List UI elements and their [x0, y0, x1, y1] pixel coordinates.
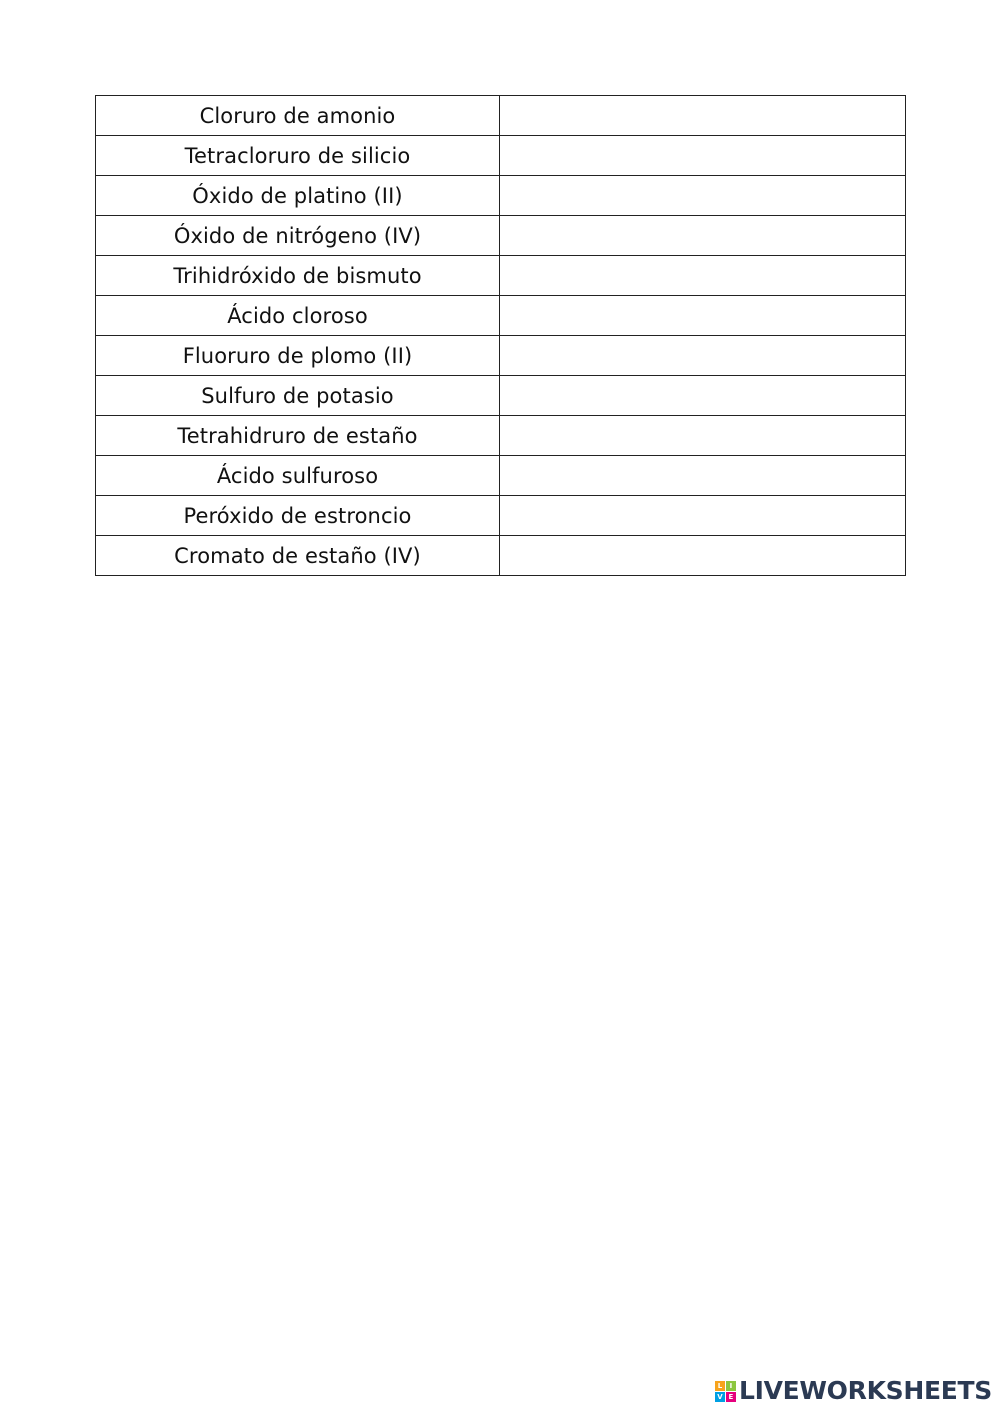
answer-cell[interactable]	[500, 296, 906, 336]
answer-cell[interactable]	[500, 256, 906, 296]
formula-answer-field[interactable]	[500, 536, 905, 575]
formula-answer-field[interactable]	[500, 416, 905, 455]
answer-cell[interactable]	[500, 216, 906, 256]
logo-letter-v: V	[715, 1392, 725, 1402]
liveworksheets-logo-icon	[715, 1381, 736, 1402]
compound-name: Cromato de estaño (IV)	[96, 536, 500, 576]
table-row	[96, 216, 906, 256]
table-row	[96, 176, 906, 216]
compound-table	[95, 95, 906, 576]
formula-answer-field[interactable]	[500, 376, 905, 415]
formula-answer-field[interactable]	[500, 296, 905, 335]
table-row	[96, 256, 906, 296]
compound-name: Tetrahidruro de estaño	[96, 416, 500, 456]
table-row	[96, 376, 906, 416]
table-row	[96, 456, 906, 496]
formula-answer-field[interactable]	[500, 136, 905, 175]
table-row	[96, 496, 906, 536]
brand-wordmark: LIVEWORKSHEETS	[738, 1376, 992, 1405]
compound-name: Ácido cloroso	[96, 296, 500, 336]
liveworksheets-brand	[715, 1377, 992, 1405]
answer-cell[interactable]	[500, 416, 906, 456]
compound-name: Cloruro de amonio	[96, 96, 500, 136]
compound-name: Trihidróxido de bismuto	[96, 256, 500, 296]
answer-cell[interactable]	[500, 136, 906, 176]
table-row	[96, 416, 906, 456]
answer-cell[interactable]	[500, 456, 906, 496]
formula-answer-field[interactable]	[500, 216, 905, 255]
answer-cell[interactable]	[500, 96, 906, 136]
answer-cell[interactable]	[500, 496, 906, 536]
formula-answer-field[interactable]	[500, 176, 905, 215]
answer-cell[interactable]	[500, 536, 906, 576]
formula-answer-field[interactable]	[500, 456, 905, 495]
table-row	[96, 136, 906, 176]
logo-letter-l: L	[715, 1381, 725, 1391]
answer-cell[interactable]	[500, 336, 906, 376]
answer-cell[interactable]	[500, 376, 906, 416]
compound-name: Ácido sulfuroso	[96, 456, 500, 496]
formula-answer-field[interactable]	[500, 96, 905, 135]
compound-name: Fluoruro de plomo (II)	[96, 336, 500, 376]
compound-table-body	[96, 96, 906, 576]
table-row	[96, 296, 906, 336]
compound-name: Sulfuro de potasio	[96, 376, 500, 416]
compound-name: Óxido de nitrógeno (IV)	[96, 216, 500, 256]
table-row	[96, 336, 906, 376]
compound-name: Tetracloruro de silicio	[96, 136, 500, 176]
formula-answer-field[interactable]	[500, 336, 905, 375]
logo-letter-i: I	[726, 1381, 736, 1391]
table-row	[96, 96, 906, 136]
compound-name: Óxido de platino (II)	[96, 176, 500, 216]
compound-name: Peróxido de estroncio	[96, 496, 500, 536]
logo-letter-e: E	[726, 1392, 736, 1402]
table-row	[96, 536, 906, 576]
answer-cell[interactable]	[500, 176, 906, 216]
formula-answer-field[interactable]	[500, 496, 905, 535]
formula-answer-field[interactable]	[500, 256, 905, 295]
